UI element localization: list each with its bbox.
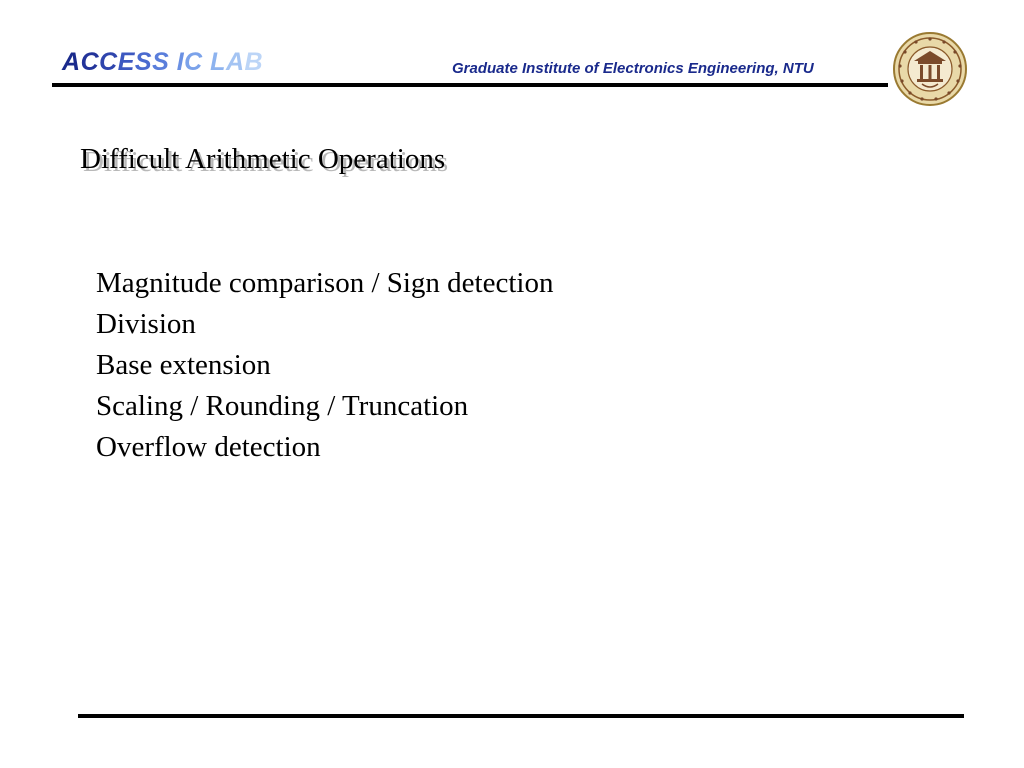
bullet-item: Scaling / Rounding / Truncation bbox=[96, 390, 469, 422]
slide-title: Difficult Arithmetic Operations bbox=[80, 143, 446, 175]
university-seal-icon bbox=[892, 31, 968, 107]
institute-name: Graduate Institute of Electronics Engineering, NTU bbox=[452, 60, 814, 77]
header-divider bbox=[52, 83, 888, 87]
lab-logo: ACCESS IC LAB bbox=[62, 48, 264, 76]
bullet-item: Overflow detection bbox=[96, 431, 321, 463]
bullet-list bbox=[96, 263, 553, 468]
slide-title-wrap bbox=[80, 142, 445, 177]
footer-divider bbox=[78, 714, 964, 718]
bullet-item: Division bbox=[96, 308, 196, 340]
bullet-item: Magnitude comparison / Sign detection bbox=[96, 267, 554, 299]
bullet-item: Base extension bbox=[96, 349, 271, 381]
